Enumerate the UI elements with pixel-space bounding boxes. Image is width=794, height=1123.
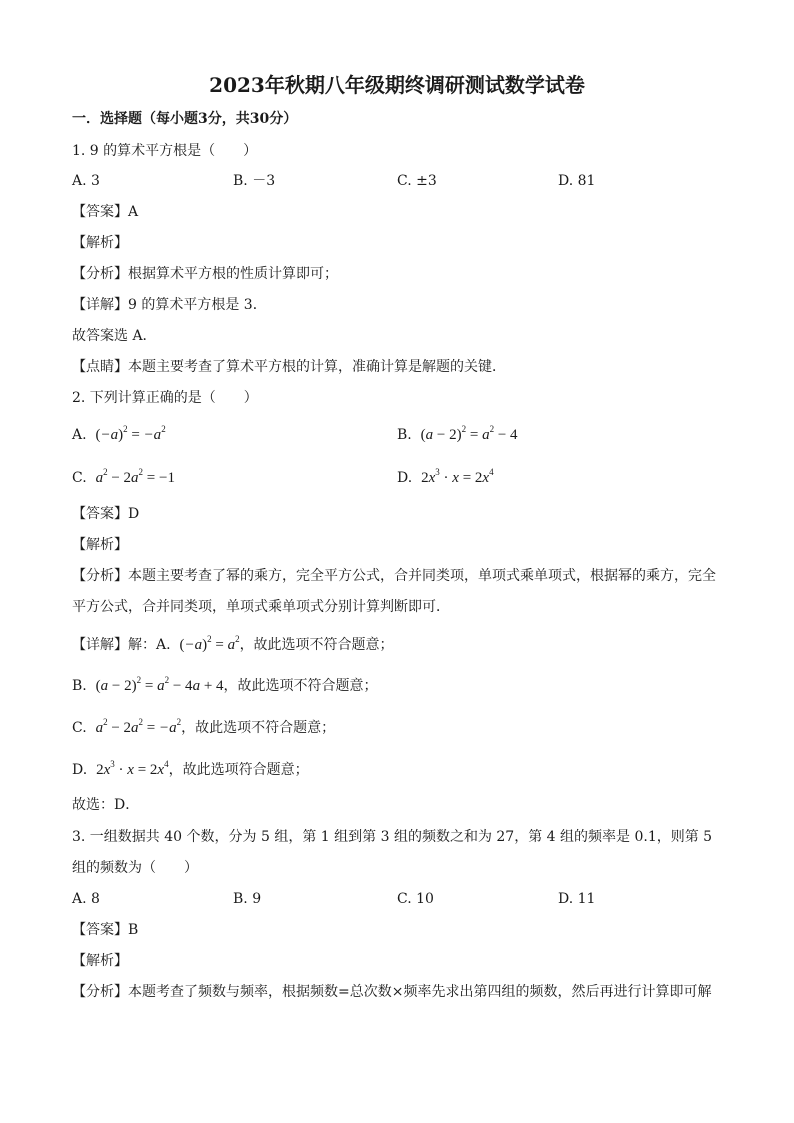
q1-analysis: 【分析】根据算术平方根的性质计算即可； <box>72 266 338 282</box>
q2-stem: 2. 下列计算正确的是（ ） <box>72 390 258 406</box>
section-heading-choice: 一．选择题（每小题3分，共30分） <box>72 111 298 127</box>
q2-detail-a <box>72 636 394 654</box>
q2-detail-prefix: 【详解】解：A. <box>72 637 171 653</box>
q2-option-a <box>72 426 166 444</box>
q2-detail-d <box>72 761 309 779</box>
q1-jiexi-label: 【解析】 <box>72 235 128 251</box>
q3-stem: 3. 一组数据共 40 个数，分为 5 组，第 1 组到第 3 组的频数之和为 27，第 4 组的频率是 0.1，则第 5 组的频数为（ ） <box>72 829 713 876</box>
q2-option-b <box>397 426 518 444</box>
q2-detail-c-prefix: C. <box>72 720 87 736</box>
q3-option-b: B. 9 <box>233 891 262 907</box>
q3-option-c: C. 10 <box>397 891 434 907</box>
q2-detail-d-prefix: D. <box>72 762 88 778</box>
q2-detail-c-suffix: ，故此选项不符合题意； <box>181 720 336 736</box>
q2-option-c-label: C. <box>72 470 87 486</box>
q2-detail-c-formula: $a^2 - 2a^2 = -a^2$ <box>95 717 182 736</box>
q3-jiexi-label: 【解析】 <box>72 953 128 969</box>
q2-option-c <box>72 469 175 487</box>
q1-option-a: A. 3 <box>72 173 100 189</box>
q2-detail-d-formula: $2x^3 \cdot x = 2x^4$ <box>96 759 169 778</box>
q1-option-c: C. ±3 <box>397 173 437 189</box>
q3-analysis: 【分析】本题考查了频数与频率，根据频数=总次数×频率先求出第四组的频数，然后再进行计算即可解 <box>72 984 712 1000</box>
q2-option-d-label: D. <box>397 470 413 486</box>
q2-detail-b-prefix: B. <box>72 678 87 694</box>
q2-detail-b-formula: $(a - 2)^2 = a^2 - 4a + 4$ <box>95 675 224 694</box>
q2-jiexi-label: 【解析】 <box>72 537 128 553</box>
q2-detail-b-suffix: ，故此选项不符合题意； <box>223 678 378 694</box>
q2-option-b-label: B. <box>397 427 412 443</box>
q2-answer: 【答案】D <box>72 506 140 522</box>
q2-option-d <box>397 469 494 487</box>
q2-detail-c <box>72 719 335 737</box>
q2-option-a-label: A. <box>72 427 87 443</box>
q2-option-a-formula: $(-a)^2 = -a^2$ <box>95 424 166 443</box>
q2-detail-b <box>72 677 378 695</box>
q2-detail-d-suffix: ，故此选项符合题意； <box>168 762 309 778</box>
q2-detail-a-suffix: ，故此选项不符合题意； <box>239 637 394 653</box>
q1-option-b: B. －3 <box>233 173 276 189</box>
q2-conclusion: 故选：D． <box>72 797 140 813</box>
q1-stem: 1. 9 的算术平方根是（ ） <box>72 143 258 159</box>
q2-analysis: 【分析】本题主要考查了幂的乘方，完全平方公式，合并同类项，单项式乘单项式，根据幂的乘方，完全平方公式，合并同类项，单项式乘单项式分别计算判断即可． <box>72 568 716 615</box>
exam-title: 2023年秋期八年级期终调研测试数学试卷 <box>209 73 585 97</box>
q2-detail-a-formula: $(-a)^2 = a^2$ <box>179 634 240 653</box>
q1-conclusion: 故答案选 A． <box>72 328 157 344</box>
q2-option-c-formula: $a^2 - 2a^2 = -1$ <box>95 467 175 486</box>
q1-comment: 【点睛】本题主要考查了算术平方根的计算，准确计算是解题的关键． <box>72 359 506 375</box>
q2-option-b-formula: $(a - 2)^2 = a^2 - 4$ <box>420 424 518 443</box>
q3-option-d: D. 11 <box>558 891 596 907</box>
q1-answer: 【答案】A <box>72 204 139 220</box>
q1-detail: 【详解】9 的算术平方根是 3． <box>72 297 267 313</box>
q2-option-d-formula: $2x^3 \cdot x = 2x^4$ <box>421 467 494 486</box>
q3-answer: 【答案】B <box>72 922 139 938</box>
q3-option-a: A. 8 <box>72 891 100 907</box>
q1-option-d: D. 81 <box>558 173 596 189</box>
